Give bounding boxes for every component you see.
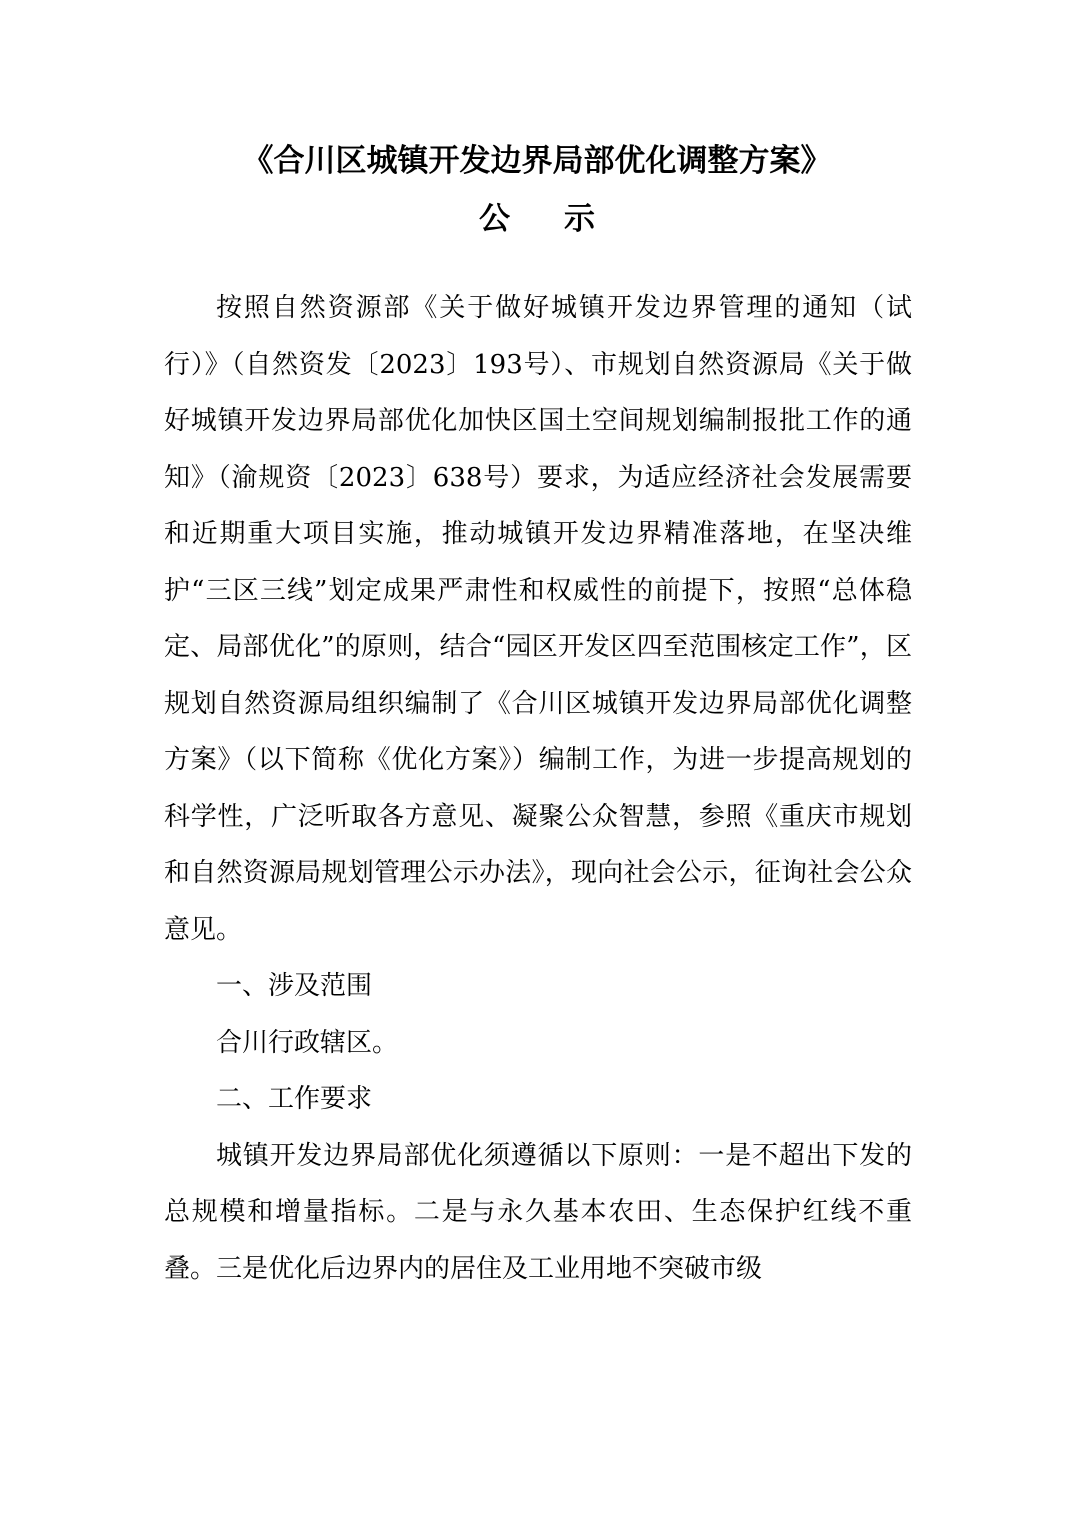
subtitle-char-right: 示 — [564, 201, 595, 237]
document-body — [164, 280, 912, 1297]
document-subtitle — [0, 194, 1074, 244]
document-title: 《合川区城镇开发边界局部优化调整方案》 — [242, 143, 832, 179]
section-heading-requirements: 二、工作要求 — [216, 1084, 373, 1114]
paragraph-scope: 合川行政辖区。 — [216, 1027, 399, 1058]
paragraph-intro: 按照自然资源部《关于做好城镇开发边界管理的通知（试行）》（自然资发〔2023〕193号）、市规划自然资源局《关于做好城镇开发边界局部优化加快区国土空间规划编制报批工作的通知》（渝规资〔2023〕638号）要求，为适应经济社会发展需要和近期重大项目实施，推动城镇开发边界精准落地，在坚决维护“三区三线”划定成果严肃性和权威性的前提下，按照“总体稳定、局部优化”的原则，结合“园区开发区四至范围核定工作”，区规划自然资源局组织编制了《合川区城镇开发边界局部优化调整方案》（以下简称《优化方案》）编制工作，为进一步提高规划的科学性，广泛听取各方意见、凝聚公众智慧，参照《重庆市规划和自然资源局规划管理公示办法》，现向社会公示，征询社会公众意见。 — [164, 293, 912, 945]
subtitle-char-left: 公 — [479, 201, 510, 237]
section-heading-scope: 一、涉及范围 — [216, 971, 373, 1001]
paragraph-requirements: 城镇开发边界局部优化须遵循以下原则：一是不超出下发的总规模和增量指标。二是与永久基本农田、生态保护红线不重叠。三是优化后边界内的居住及工业用地不突破市级 — [164, 1140, 912, 1284]
